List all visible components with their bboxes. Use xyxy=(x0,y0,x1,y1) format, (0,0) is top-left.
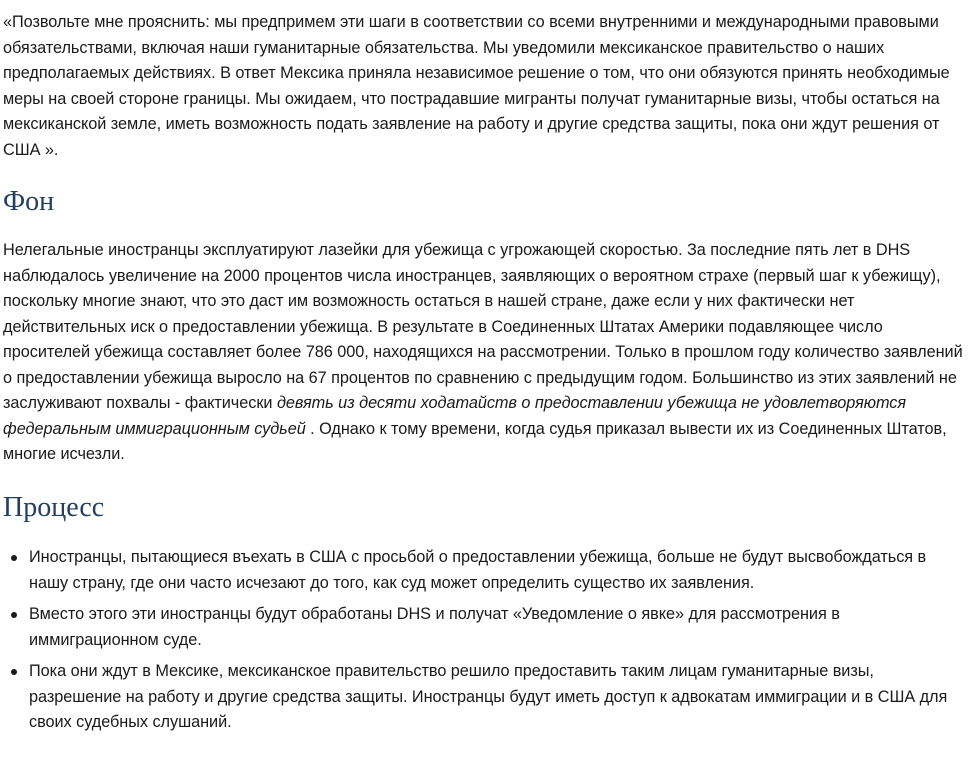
section-heading-process: Процесс xyxy=(3,492,105,523)
process-item-text: Пока они ждут в Мексике, мексиканское правительство решило предоставить таким лицам гуманитарные визы, разрешение на работу и другие средства защиты. Иностранцы будут иметь доступ к адвокатам иммиграции и в США для своих судебных слушаний. xyxy=(29,662,948,731)
process-list-item xyxy=(0,602,960,653)
background-italic-quote: девять из десяти ходатайств о предоставлении убежища не удовлетворяются федеральным иммиграционным судьей xyxy=(3,394,907,438)
process-list xyxy=(0,545,960,742)
process-item-text: Иностранцы, пытающиеся въехать в США с просьбой о предоставлении убежища, больше не будут высвобождаться в нашу страну, где они часто исчезают до того, как суд может определить существо их заявления. xyxy=(29,548,927,592)
process-list-item xyxy=(0,545,960,596)
intro-paragraph xyxy=(3,10,958,163)
background-text-end: . Однако к тому времени, когда судья приказал вывести их из Соединенных Штатов, многие исчезли. xyxy=(3,419,947,463)
process-list-item xyxy=(0,659,960,736)
background-text-start: Нелегальные иностранцы эксплуатируют лазейки для убежища с угрожающей скоростью. За последние пять лет в DHS наблюдалось увеличение на 2000 процентов числа иностранцев, заявляющих о вероятном страхе (первый шаг к убежищу), поскольку многие знают, что это даст им возможность остаться в нашей стране, даже если у них фактически нет действительных иск о предоставлении убежища. В результате в Соединенных Штатах Америки подавляющее число просителей убежища составляет более 786 000, находящихся на рассмотрении. Только в прошлом году количество заявлений о предоставлении убежища выросло на 67 процентов по сравнению с предыдущим годом. Большинство из этих заявлений не заслуживают похвалы - фактически xyxy=(3,241,963,412)
bullet-icon xyxy=(11,555,17,561)
process-item-text: Вместо этого эти иностранцы будут обработаны DHS и получат «Уведомление о явке» для рассмотрения в иммиграционном суде. xyxy=(29,605,840,649)
bullet-icon xyxy=(11,612,17,618)
background-paragraph xyxy=(3,238,963,468)
bullet-icon xyxy=(11,669,17,675)
section-heading-background: Фон xyxy=(3,186,55,217)
intro-text: «Позвольте мне прояснить: мы предпримем эти шаги в соответствии со всеми внутренними и международными правовыми обязательствами, включая наши гуманитарные обязательства. Мы уведомили мексиканское правительство о наших предполагаемых действиях. В ответ Мексика приняла независимое решение о том, что они обязуются принять необходимые меры на своей стороне границы. Мы ожидаем, что пострадавшие мигранты получат гуманитарные визы, чтобы остаться на мексиканской земле, иметь возможность подать заявление на работу и другие средства защиты, пока они ждут решения от США ». xyxy=(3,13,950,159)
